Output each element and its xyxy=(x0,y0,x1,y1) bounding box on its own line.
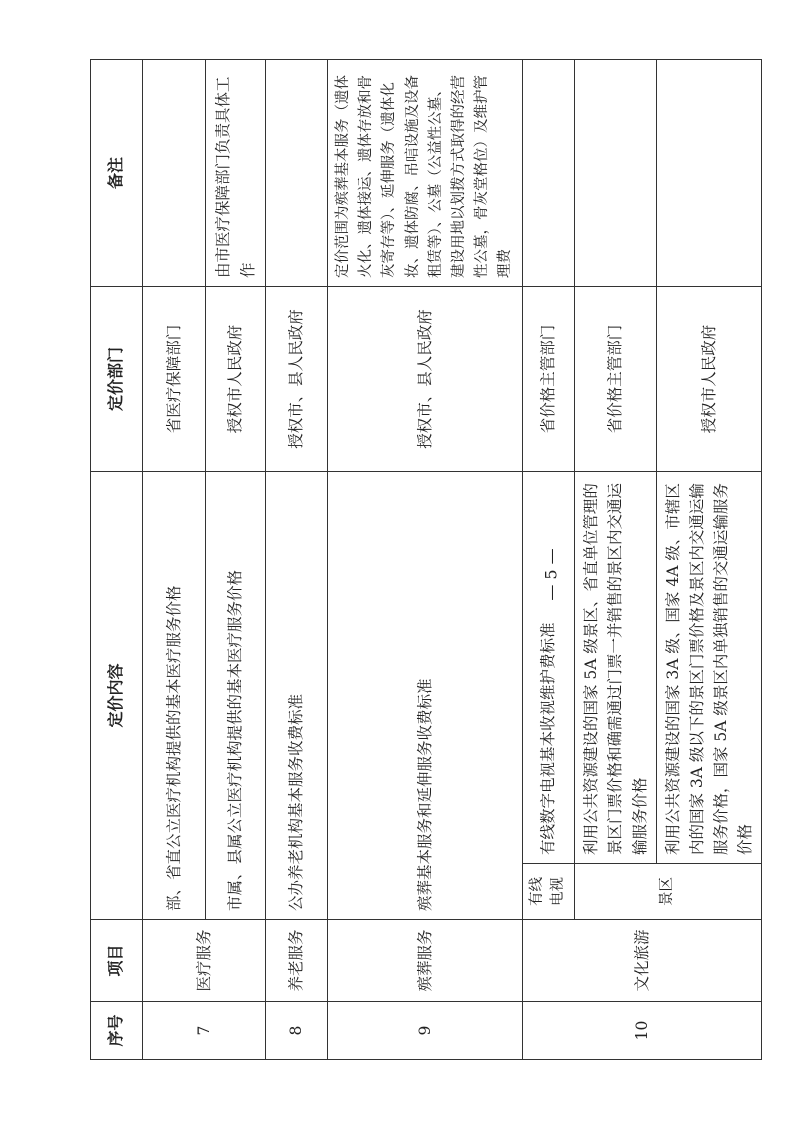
row9-content: 殡葬基本服务和延伸服务收费标准 xyxy=(328,471,523,919)
row7b-content: 市属、县属公立医疗机构提供的基本医疗服务价格 xyxy=(206,471,266,919)
row7-seq: 7 xyxy=(143,1002,266,1060)
row8-item: 养老服务 xyxy=(266,920,328,1002)
table-row xyxy=(266,59,328,1059)
row9-dept: 授权市、县人民政府 xyxy=(328,286,523,471)
row8-note xyxy=(266,59,328,286)
header-seq: 序号 xyxy=(91,1002,143,1060)
row9-note: 定价范围为殡葬基本服务（遗体火化、遗体接运、遗体存放和骨灰寄存等）、延伸服务（遗体化妆、遗体防腐、吊唁设施及设备租赁等）、公墓（公益性公墓、建设用地以划拨方式取得的经营性公墓，骨灰堂格位）及维护管理费 xyxy=(328,59,523,286)
pricing-table-rotated xyxy=(90,60,755,1060)
header-note: 备注 xyxy=(91,59,143,286)
header-dept: 定价部门 xyxy=(91,286,143,471)
row8-dept: 授权市、县人民政府 xyxy=(266,286,328,471)
row10a-dept: 省价格主管部门 xyxy=(522,286,575,471)
page-number xyxy=(541,530,575,620)
row7-item: 医疗服务 xyxy=(143,920,266,1002)
row7b-note: 由市医疗保障部门负责具体工作 xyxy=(206,59,266,286)
page-number-text: — 5 — xyxy=(541,548,561,601)
pricing-table xyxy=(90,59,762,1060)
row9-item: 殡葬服务 xyxy=(328,920,523,1002)
row10a-note xyxy=(522,59,575,286)
row8-content: 公办养老机构基本服务收费标准 xyxy=(266,471,328,919)
header-content: 定价内容 xyxy=(91,471,143,919)
row10c-content: 利用公共资源建设的国家 3A 级、国家 4A 级、市辖区内的国家 3A 级以下的景区门票价格及景区内交通运输服务价格，国家 5A 级景区内单独销售的交通运输服务价格 xyxy=(657,471,762,863)
row10c-note xyxy=(657,59,762,286)
row7a-note xyxy=(143,59,206,286)
row10-seq: 10 xyxy=(522,1002,762,1060)
row10b-sub: 景区 xyxy=(575,864,762,920)
row10b-content: 利用公共资源建设的国家 5A 级景区、省直单位管理的景区门票价格和确需通过门票一并销售的景区内交通运输服务价格 xyxy=(575,471,657,863)
row7a-dept: 省医疗保障部门 xyxy=(143,286,206,471)
table-row xyxy=(143,59,206,1059)
row10b-dept: 省价格主管部门 xyxy=(575,286,657,471)
table-header-row xyxy=(91,59,143,1059)
row10a-sub: 有线电视 xyxy=(522,864,575,920)
row10a-content: 有线数字电视基本收视维护费标准 xyxy=(522,471,575,863)
row9-seq: 9 xyxy=(328,1002,523,1060)
row7b-dept: 授权市人民政府 xyxy=(206,286,266,471)
row10-item: 文化旅游 xyxy=(522,920,762,1002)
row10b-note xyxy=(575,59,657,286)
row7a-content: 部、省直公立医疗机构提供的基本医疗服务价格 xyxy=(143,471,206,919)
header-item: 项目 xyxy=(91,920,143,1002)
row8-seq: 8 xyxy=(266,1002,328,1060)
table-row xyxy=(206,59,266,1059)
table-row xyxy=(328,59,523,1059)
table-row xyxy=(575,59,657,1059)
row10c-dept: 授权市人民政府 xyxy=(657,286,762,471)
